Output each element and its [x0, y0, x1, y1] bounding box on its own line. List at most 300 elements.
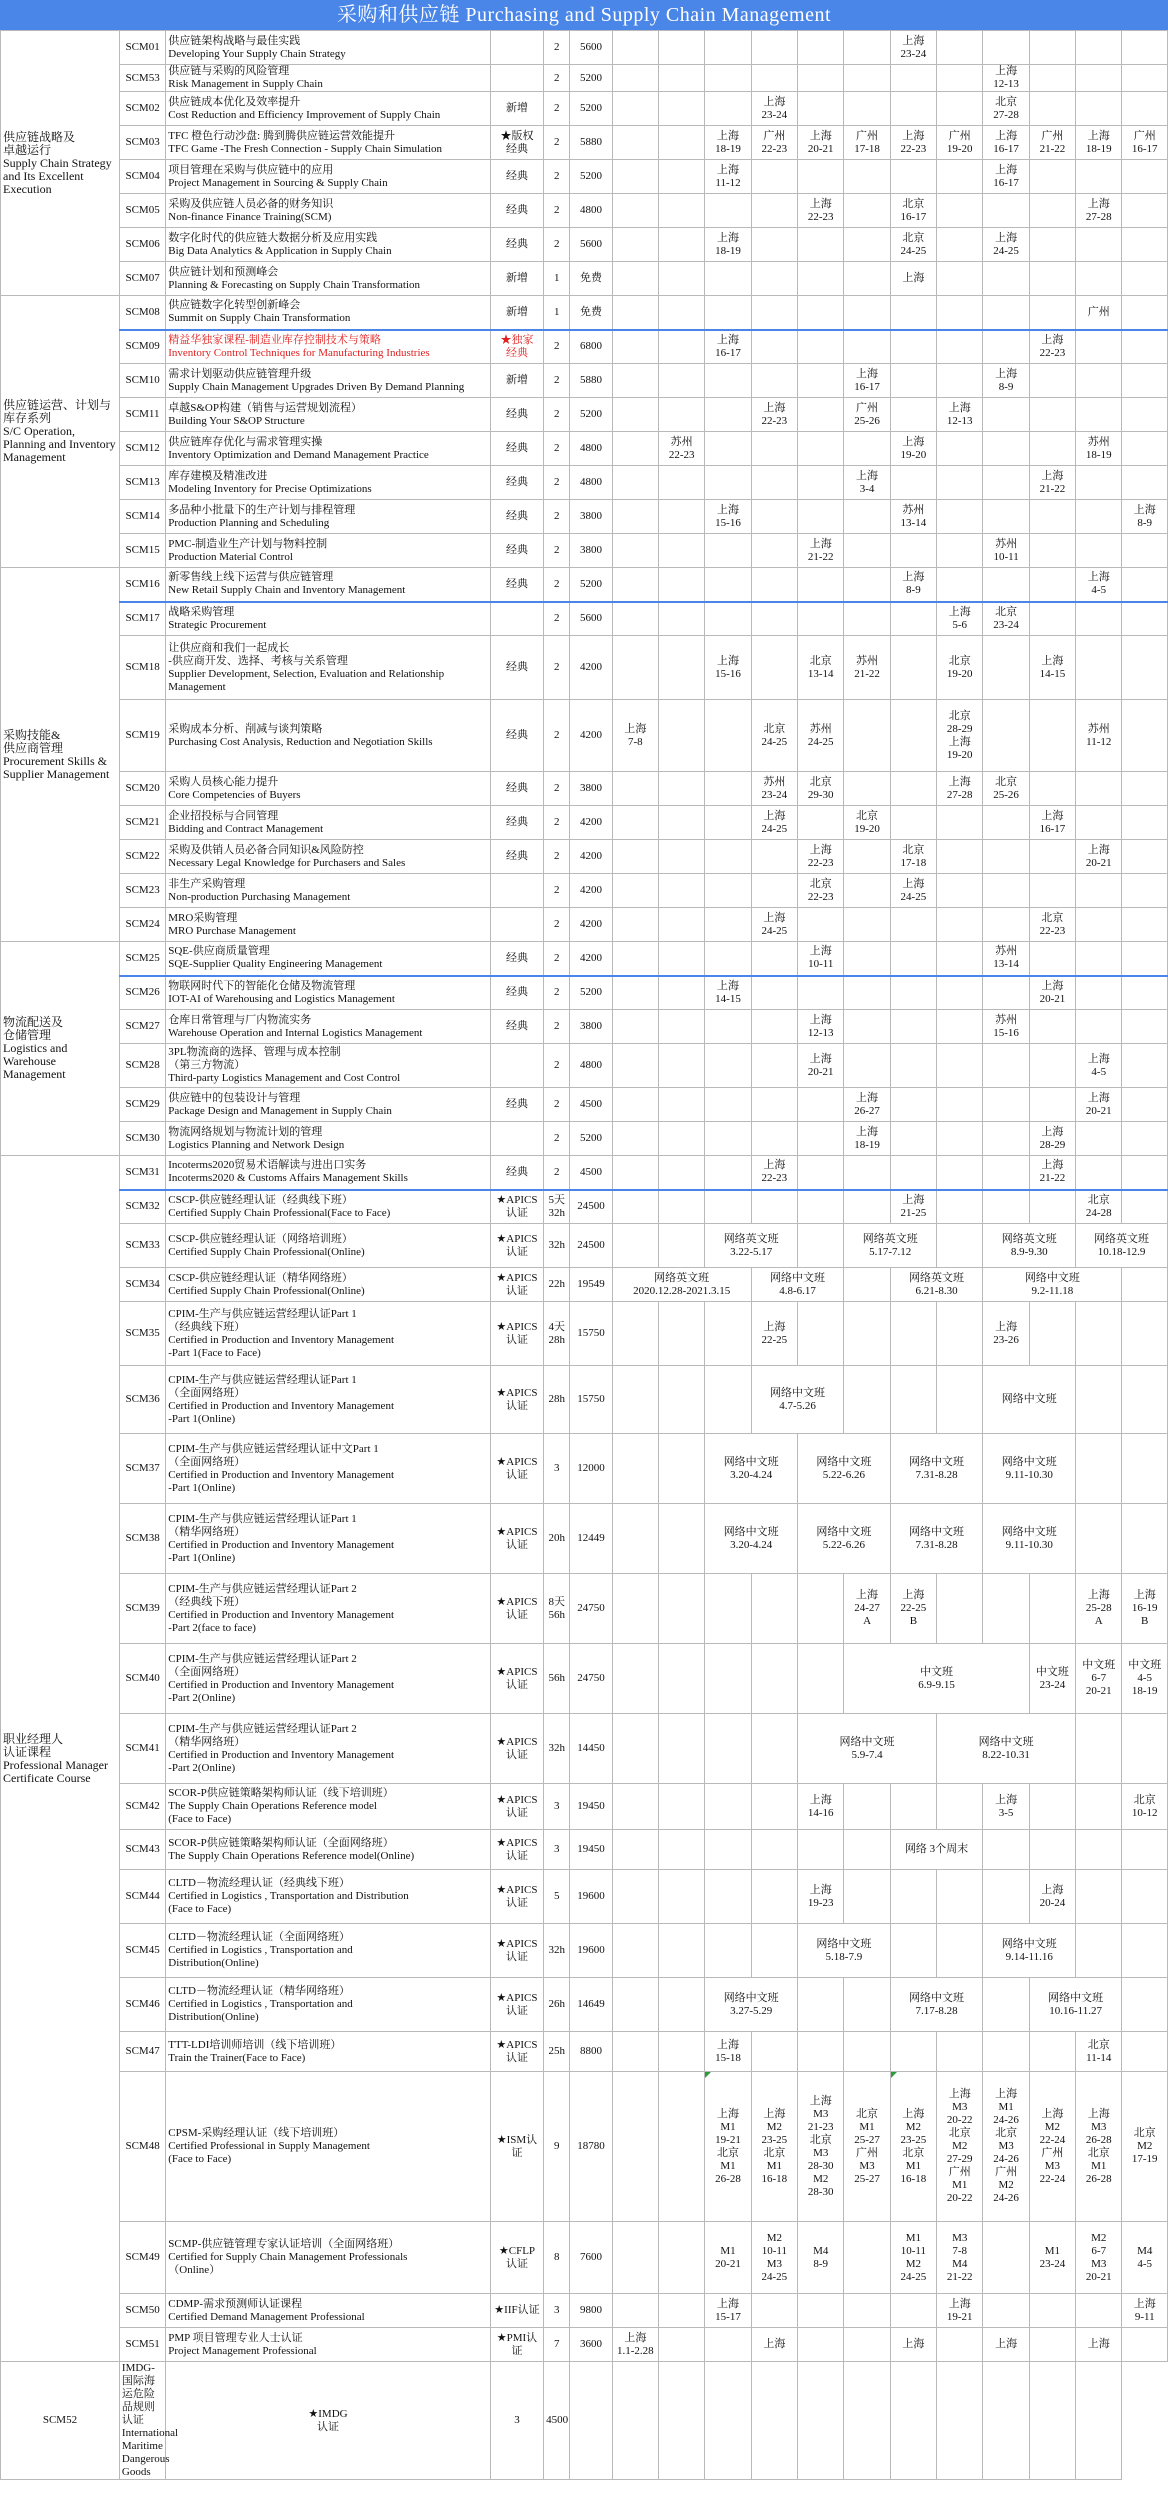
course-name-cn: SCOR-P供应链策略架构师认证（线下培训班）: [168, 1787, 394, 1799]
schedule-cell-empty: [705, 2362, 751, 2480]
schedule-cell: 网络中文班 5.18-7.9: [798, 1924, 891, 1978]
schedule-cell-empty: [705, 908, 751, 942]
course-code: SCM23: [119, 874, 165, 908]
schedule-cell-empty: [659, 1644, 705, 1714]
schedule-cell-empty: [612, 1504, 658, 1574]
course-name: [166, 1504, 491, 1574]
course-tag: 经典: [490, 1088, 543, 1122]
course-price: 5600: [570, 228, 612, 262]
schedule-cell-empty: [659, 2032, 705, 2072]
course-name-en: Certified in Logistics , Transportation and Distribution(Online): [168, 1998, 353, 2023]
schedule-cell-empty: [1029, 1088, 1075, 1122]
course-tag: 经典: [490, 432, 543, 466]
schedule-cell-empty: [798, 1644, 844, 1714]
course-row: [1, 364, 1168, 398]
course-days: 4天 28h: [544, 1302, 570, 1366]
schedule-cell: 上海 24-25: [890, 874, 936, 908]
course-row: [1, 2222, 1168, 2294]
schedule-cell-empty: [890, 92, 936, 126]
schedule-cell-empty: [890, 1924, 936, 1978]
course-name-cn: MRO采购管理: [168, 911, 238, 924]
schedule-cell-empty: [1076, 1122, 1122, 1156]
schedule-cell: 苏州 23-24: [751, 772, 797, 806]
schedule-cell-empty: [751, 364, 797, 398]
course-row: [1, 432, 1168, 466]
course-code: SCM38: [119, 1504, 165, 1574]
course-name-cn: SCOR-P供应链策略架构师认证（全面网络班）: [168, 1836, 394, 1849]
schedule-cell-empty: [1076, 1366, 1122, 1434]
schedule-cell: 上海 1.1-2.28: [612, 2328, 658, 2362]
course-name: [166, 1122, 491, 1156]
schedule-cell-empty: [612, 466, 658, 500]
schedule-cell-empty: [612, 398, 658, 432]
schedule-cell-empty: [612, 31, 658, 65]
schedule-cell-empty: [937, 908, 983, 942]
schedule-cell-empty: [1076, 2294, 1122, 2328]
schedule-cell: 中文班 23-24: [1029, 1644, 1075, 1714]
schedule-cell-empty: [751, 1122, 797, 1156]
schedule-cell: 上海 23-24: [751, 92, 797, 126]
course-price: 14450: [570, 1714, 612, 1784]
schedule-cell-empty: [983, 1830, 1029, 1870]
course-code: SCM50: [119, 2294, 165, 2328]
schedule-cell: 广州: [1076, 296, 1122, 330]
schedule-cell-empty: [890, 364, 936, 398]
schedule-cell-empty: [1076, 228, 1122, 262]
schedule-cell-empty: [890, 602, 936, 636]
schedule-cell-empty: [1076, 602, 1122, 636]
schedule-cell-empty: [612, 1644, 658, 1714]
course-code: SCM51: [119, 2328, 165, 2362]
course-name-en: Modeling Inventory for Precise Optimizations: [168, 482, 372, 495]
course-tag: 经典: [490, 398, 543, 432]
course-row: [1, 92, 1168, 126]
course-name-en: Incoterms2020 & Customs Affairs Management Skills: [168, 1172, 408, 1185]
schedule-cell-empty: [751, 330, 797, 364]
course-name: [166, 432, 491, 466]
course-name-cn: 多品种小批量下的生产计划与排程管理: [168, 503, 356, 516]
schedule-cell-empty: [659, 1870, 705, 1924]
schedule-cell: 上海 M1 19-21 北京 M1 26-28: [705, 2072, 751, 2222]
schedule-cell-empty: [751, 976, 797, 1010]
course-row: [1, 1870, 1168, 1924]
schedule-cell: 上海 3-5: [983, 1784, 1029, 1830]
schedule-cell-empty: [751, 262, 797, 296]
course-price: 免费: [570, 262, 612, 296]
course-price: 3800: [570, 500, 612, 534]
schedule-cell-empty: [798, 364, 844, 398]
course-tag: ★版权 经典: [490, 126, 543, 160]
schedule-cell-empty: [798, 602, 844, 636]
course-tag: 经典: [490, 700, 543, 772]
schedule-cell-empty: [1029, 500, 1075, 534]
schedule-cell: 北京 27-28: [983, 92, 1029, 126]
schedule-cell: 上海: [751, 2328, 797, 2362]
schedule-cell-empty: [705, 874, 751, 908]
course-code: SCM33: [119, 1224, 165, 1268]
course-row: [1, 160, 1168, 194]
schedule-cell-empty: [705, 432, 751, 466]
category-label: 职业经理人 认证课程 Professional Manager Certificate Course: [1, 1156, 120, 2362]
schedule-cell-empty: [612, 2222, 658, 2294]
schedule-cell-empty: [705, 1924, 751, 1978]
course-price: 24750: [570, 1644, 612, 1714]
schedule-cell-empty: [751, 2294, 797, 2328]
course-tag: 经典: [490, 976, 543, 1010]
course-name-cn: CPIM-生产与供应链运营经理认证Part 2 （经典线下班）: [168, 1582, 357, 1608]
schedule-cell-empty: [937, 534, 983, 568]
schedule-cell: 上海 19-21: [937, 2294, 983, 2328]
schedule-cell-empty: [659, 772, 705, 806]
course-name: [166, 1190, 491, 1224]
schedule-cell: 网络中文班 10.16-11.27: [1029, 1978, 1122, 2032]
schedule-cell-empty: [1122, 262, 1168, 296]
schedule-cell-empty: [798, 432, 844, 466]
course-days: 26h: [544, 1978, 570, 2032]
course-price: 24750: [570, 1574, 612, 1644]
course-name-en: Certified in Production and Inventory Management -Part 2(Online): [168, 1748, 394, 1774]
schedule-cell: 网络中文班 9.11-10.30: [983, 1504, 1076, 1574]
schedule-cell-empty: [890, 1044, 936, 1088]
schedule-cell-empty: [1029, 1302, 1075, 1366]
course-days: 2: [544, 466, 570, 500]
course-price: 5880: [570, 364, 612, 398]
schedule-cell-empty: [937, 1574, 983, 1644]
course-row: [1, 2328, 1168, 2362]
schedule-cell: 上海 22-23: [798, 194, 844, 228]
course-days: 5天 32h: [544, 1190, 570, 1224]
schedule-cell: 苏州 13-14: [983, 942, 1029, 976]
course-days: 2: [544, 1044, 570, 1088]
course-price: 5600: [570, 602, 612, 636]
course-price: 免费: [570, 296, 612, 330]
schedule-cell: 上海 12-13: [937, 398, 983, 432]
schedule-cell-empty: [612, 1924, 658, 1978]
schedule-cell-empty: [1076, 1830, 1122, 1870]
schedule-cell-empty: [1076, 1870, 1122, 1924]
course-row: [1, 568, 1168, 602]
course-price: 19450: [570, 1830, 612, 1870]
schedule-cell-empty: [659, 1714, 705, 1784]
schedule-cell: M2 10-11 M3 24-25: [751, 2222, 797, 2294]
course-price: 5600: [570, 31, 612, 65]
course-price: 4800: [570, 432, 612, 466]
schedule-cell-empty: [659, 296, 705, 330]
schedule-cell-empty: [1029, 534, 1075, 568]
schedule-cell-empty: [983, 330, 1029, 364]
course-name-en: Production Material Control: [168, 550, 293, 563]
course-code: SCM49: [119, 2222, 165, 2294]
schedule-cell-empty: [983, 840, 1029, 874]
schedule-cell-empty: [844, 160, 890, 194]
course-code: SCM45: [119, 1924, 165, 1978]
schedule-cell-empty: [612, 2362, 658, 2480]
schedule-cell-empty: [890, 296, 936, 330]
course-days: 1: [544, 296, 570, 330]
category-label: 供应链战略及 卓越运行 Supply Chain Strategy and Its Excellent Execution: [1, 31, 120, 296]
schedule-cell-empty: [1122, 942, 1168, 976]
schedule-cell-empty: [659, 364, 705, 398]
schedule-cell-empty: [705, 602, 751, 636]
schedule-cell: M1 20-21: [705, 2222, 751, 2294]
schedule-cell-empty: [1122, 432, 1168, 466]
course-code: SCM39: [119, 1574, 165, 1644]
course-tag: 经典: [490, 466, 543, 500]
course-code: SCM07: [119, 262, 165, 296]
schedule-cell-empty: [890, 1366, 936, 1434]
course-name-en: MRO Purchase Management: [168, 924, 296, 937]
schedule-cell-empty: [612, 126, 658, 160]
course-name-en: Logistics Planning and Network Design: [168, 1138, 345, 1151]
schedule-cell-empty: [1029, 1044, 1075, 1088]
schedule-cell: 上海 21-22: [798, 534, 844, 568]
category-label: 物流配送及 仓储管理 Logistics and Warehouse Management: [1, 942, 120, 1156]
course-name: [166, 700, 491, 772]
schedule-cell-empty: [1122, 330, 1168, 364]
schedule-cell-empty: [751, 840, 797, 874]
course-price: 5880: [570, 126, 612, 160]
schedule-cell-empty: [890, 160, 936, 194]
schedule-cell-empty: [1122, 1978, 1168, 2032]
course-price: 4200: [570, 806, 612, 840]
course-name-en: Certified in Production and Inventory Management -Part 1(Online): [168, 1538, 394, 1564]
course-tag: ★APICS 认证: [490, 1978, 543, 2032]
course-tag: ★APICS 认证: [490, 1224, 543, 1268]
course-days: 2: [544, 1156, 570, 1190]
course-name-cn: SQE-供应商质量管理: [168, 945, 270, 958]
schedule-cell-empty: [1029, 262, 1075, 296]
schedule-cell-empty: [612, 1044, 658, 1088]
schedule-cell-empty: [983, 1978, 1029, 2032]
schedule-cell: M3 7-8 M4 21-22: [937, 2222, 983, 2294]
course-name-cn: TFC 橙色行动沙盘: 腾到腾供应链运营效能提升: [168, 129, 395, 142]
schedule-cell: 网络英文班 10.18-12.9: [1076, 1224, 1168, 1268]
schedule-cell-empty: [1076, 466, 1122, 500]
course-tag: ★APICS 认证: [490, 1268, 543, 1302]
schedule-cell-empty: [890, 2032, 936, 2072]
course-name-cn: CSCP-供应链经理认证（网络培训班）: [168, 1232, 353, 1245]
course-days: 2: [544, 534, 570, 568]
course-price: 19549: [570, 1268, 612, 1302]
schedule-cell-empty: [705, 1010, 751, 1044]
schedule-cell-empty: [983, 2294, 1029, 2328]
schedule-cell-empty: [659, 874, 705, 908]
course-name: [166, 2294, 491, 2328]
schedule-cell: 上海 16-17: [705, 330, 751, 364]
schedule-cell-empty: [659, 228, 705, 262]
schedule-cell-empty: [612, 1302, 658, 1366]
schedule-cell-empty: [659, 2328, 705, 2362]
schedule-cell-empty: [1122, 160, 1168, 194]
course-code: SCM27: [119, 1010, 165, 1044]
schedule-cell-empty: [1122, 1044, 1168, 1088]
schedule-cell-empty: [612, 1784, 658, 1830]
course-code: SCM24: [119, 908, 165, 942]
course-name-en: Purchasing Cost Analysis, Reduction and Negotiation Skills: [168, 735, 433, 748]
course-row: [1, 908, 1168, 942]
schedule-cell: 上海 27-28: [937, 772, 983, 806]
schedule-cell-empty: [844, 1870, 890, 1924]
schedule-cell-empty: [844, 1044, 890, 1088]
schedule-cell-empty: [844, 92, 890, 126]
schedule-cell-empty: [751, 1784, 797, 1830]
course-tag: 新增: [490, 92, 543, 126]
schedule-cell: 北京 22-23: [798, 874, 844, 908]
schedule-cell: 上海 16-17: [1029, 806, 1075, 840]
schedule-cell-empty: [1029, 296, 1075, 330]
schedule-cell-empty: [844, 1830, 890, 1870]
course-name: [166, 194, 491, 228]
schedule-cell-empty: [659, 534, 705, 568]
course-row: [1, 1224, 1168, 1268]
course-name-cn: CSCP-供应链经理认证（精华网络班）: [168, 1271, 353, 1284]
course-name-en: Necessary Legal Knowledge for Purchasers and Sales: [168, 856, 406, 869]
course-tag: [490, 908, 543, 942]
course-code: SCM12: [119, 432, 165, 466]
schedule-cell-empty: [844, 1784, 890, 1830]
schedule-cell-empty: [798, 262, 844, 296]
schedule-cell-empty: [751, 2362, 797, 2480]
course-code: SCM09: [119, 330, 165, 364]
schedule-cell-empty: [937, 194, 983, 228]
schedule-cell-empty: [937, 92, 983, 126]
schedule-cell-empty: [659, 806, 705, 840]
schedule-cell-empty: [751, 1190, 797, 1224]
course-name: [166, 296, 491, 330]
schedule-cell: 上海 15-16: [705, 636, 751, 700]
schedule-cell-empty: [1029, 160, 1075, 194]
schedule-cell-empty: [1122, 700, 1168, 772]
course-tag: ★APICS 认证: [490, 1366, 543, 1434]
schedule-cell: 北京 13-14: [798, 636, 844, 700]
course-price: 24500: [570, 1224, 612, 1268]
course-price: 5200: [570, 976, 612, 1010]
schedule-cell-empty: [937, 1010, 983, 1044]
course-tag: ★APICS 认证: [490, 2032, 543, 2072]
schedule-cell-empty: [798, 1088, 844, 1122]
schedule-cell-empty: [1076, 92, 1122, 126]
schedule-cell: 北京 11-14: [1076, 2032, 1122, 2072]
schedule-cell-empty: [798, 568, 844, 602]
schedule-cell-empty: [844, 534, 890, 568]
course-name: [166, 908, 491, 942]
course-row: [1, 840, 1168, 874]
schedule-cell-empty: [612, 1088, 658, 1122]
schedule-cell: 网络中文班 5.9-7.4: [798, 1714, 937, 1784]
schedule-cell-empty: [798, 228, 844, 262]
schedule-cell-empty: [844, 976, 890, 1010]
course-code: SCM17: [119, 602, 165, 636]
course-name-en: Developing Your Supply Chain Strategy: [168, 47, 346, 60]
course-name-cn: 让供应商和我们一起成长 -供应商开发、选择、考核与关系管理: [168, 641, 348, 667]
schedule-cell: 网络中文班 5.22-6.26: [798, 1504, 891, 1574]
schedule-cell-empty: [798, 1156, 844, 1190]
schedule-cell-empty: [890, 1010, 936, 1044]
course-price: 19600: [570, 1870, 612, 1924]
schedule-cell-empty: [612, 1156, 658, 1190]
schedule-cell-empty: [1076, 1714, 1122, 1784]
schedule-cell-empty: [1029, 228, 1075, 262]
course-tag: ★APICS 认证: [490, 1504, 543, 1574]
course-name-en: Warehouse Operation and Internal Logistics Management: [168, 1026, 423, 1039]
course-name: [166, 1156, 491, 1190]
schedule-cell-empty: [798, 296, 844, 330]
course-days: 2: [544, 364, 570, 398]
schedule-cell-empty: [705, 296, 751, 330]
course-name: [166, 1714, 491, 1784]
course-row: [1, 1122, 1168, 1156]
schedule-cell: 北京 22-23: [1029, 908, 1075, 942]
course-name-en: The Supply Chain Operations Reference model (Face to Face): [168, 1800, 377, 1825]
schedule-cell-empty: [844, 1302, 890, 1366]
schedule-cell: 上海 8-9: [890, 568, 936, 602]
course-tag: ★APICS 认证: [490, 1302, 543, 1366]
course-days: 28h: [544, 1366, 570, 1434]
schedule-cell-empty: [1076, 398, 1122, 432]
schedule-cell-empty: [983, 1088, 1029, 1122]
schedule-cell-empty: [659, 568, 705, 602]
schedule-cell: 上海 22-25 B: [890, 1574, 936, 1644]
schedule-cell: M2 6-7 M3 20-21: [1076, 2222, 1122, 2294]
schedule-cell-empty: [1122, 1156, 1168, 1190]
course-name: [166, 874, 491, 908]
course-price: 5200: [570, 398, 612, 432]
schedule-cell: 上海 M3 26-28 北京 M1 26-28: [1076, 2072, 1122, 2222]
schedule-cell-empty: [1122, 1714, 1168, 1784]
schedule-cell-empty: [612, 432, 658, 466]
schedule-cell-empty: [937, 432, 983, 466]
schedule-cell: 上海 16-17: [983, 160, 1029, 194]
course-name-cn: 供应链成本优化及效率提升: [168, 95, 301, 108]
schedule-cell-empty: [1029, 874, 1075, 908]
schedule-cell: 上海 9-11: [1122, 2294, 1168, 2328]
schedule-cell-empty: [705, 31, 751, 65]
course-days: 22h: [544, 1268, 570, 1302]
schedule-cell-empty: [1122, 1924, 1168, 1978]
course-row: [1, 194, 1168, 228]
schedule-cell-empty: [659, 840, 705, 874]
schedule-cell: 北京 10-12: [1122, 1784, 1168, 1830]
schedule-cell-empty: [612, 160, 658, 194]
course-name: [166, 1924, 491, 1978]
schedule-cell-empty: [983, 568, 1029, 602]
schedule-cell-empty: [890, 1784, 936, 1830]
schedule-cell-empty: [890, 636, 936, 700]
category-label: 采购技能& 供应商管理 Procurement Skills & Supplier Management: [1, 568, 120, 942]
course-code: SCM35: [119, 1302, 165, 1366]
course-code: SCM18: [119, 636, 165, 700]
schedule-cell-empty: [1029, 194, 1075, 228]
course-name-en: Certified Supply Chain Professional(Face to Face): [168, 1206, 391, 1219]
schedule-cell-empty: [798, 1122, 844, 1156]
course-price: 7600: [570, 2222, 612, 2294]
schedule-cell-empty: [1076, 160, 1122, 194]
schedule-cell-empty: [844, 908, 890, 942]
course-price: 4200: [570, 874, 612, 908]
schedule-cell-empty: [1029, 700, 1075, 772]
course-code: SCM40: [119, 1644, 165, 1714]
schedule-cell: 广州 19-20: [937, 126, 983, 160]
course-name-cn: 供应链数字化转型创新峰会: [168, 299, 301, 312]
course-name: [119, 2362, 179, 2480]
schedule-cell: 北京 25-26: [983, 772, 1029, 806]
course-name-en: IOT-AI of Warehousing and Logistics Management: [168, 992, 395, 1005]
course-name-cn: CPIM-生产与供应链运营经理认证Part 1 （精华网络班）: [168, 1512, 357, 1538]
schedule-cell-empty: [798, 466, 844, 500]
schedule-cell: 苏州 21-22: [844, 636, 890, 700]
page-title: 采购和供应链 Purchasing and Supply Chain Management: [0, 0, 1168, 30]
schedule-cell-empty: [983, 194, 1029, 228]
